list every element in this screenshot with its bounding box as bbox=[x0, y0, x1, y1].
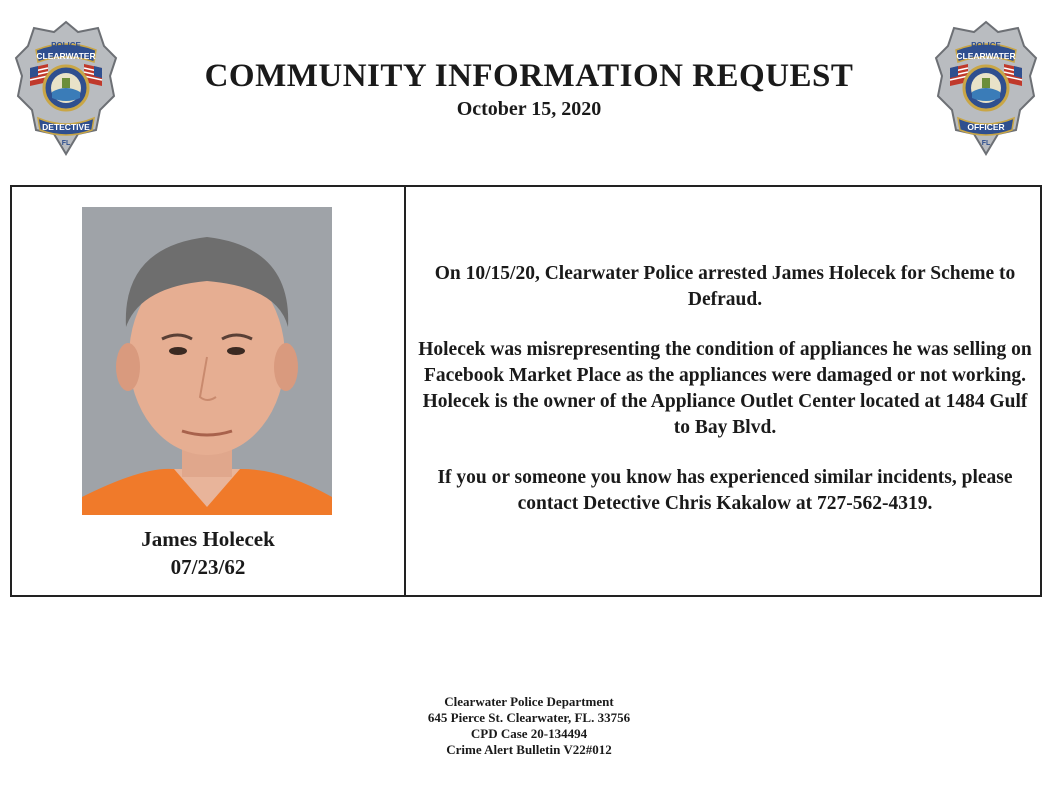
narrative-paragraph-details: Holecek was misrepresenting the condition of appliances he was selling on Facebook Market Place as the appliances were damaged or not working. Holecek is the owner of the Appliance Outlet Center located at 1484 Gulf to Bay Blvd. bbox=[418, 339, 1032, 438]
narrative-paragraph-contact: If you or someone you know has experienced similar incidents, please contact Detective Chris Kakalow at 727-562-4319. bbox=[437, 467, 1013, 514]
bulletin-date: October 15, 2020 bbox=[456, 98, 602, 120]
narrative-text bbox=[408, 261, 1042, 541]
footer bbox=[0, 694, 1058, 758]
footer-department: Clearwater Police Department bbox=[444, 694, 614, 709]
subject-dob: 07/23/62 bbox=[170, 555, 246, 579]
svg-text:DETECTIVE: DETECTIVE bbox=[42, 122, 90, 132]
svg-text:CLEARWATER: CLEARWATER bbox=[36, 51, 96, 61]
narrative-paragraph-arrest: On 10/15/20, Clearwater Police arrested James Holecek for Scheme to Defraud. bbox=[434, 263, 1016, 310]
bulletin-panel bbox=[10, 185, 1042, 597]
footer-case-number: CPD Case 20-134494 bbox=[470, 726, 588, 741]
svg-text:FL: FL bbox=[981, 140, 991, 147]
svg-text:FL: FL bbox=[61, 140, 71, 147]
svg-text:OFFICER: OFFICER bbox=[967, 122, 1005, 132]
footer-bulletin-id: Crime Alert Bulletin V22#012 bbox=[446, 742, 612, 757]
svg-text:CLEARWATER: CLEARWATER bbox=[956, 51, 1016, 61]
panel-divider bbox=[404, 187, 406, 595]
subject-mugshot bbox=[82, 207, 332, 515]
subject-name: James Holecek bbox=[141, 527, 275, 551]
svg-text:POLICE: POLICE bbox=[971, 41, 1001, 50]
page-title: COMMUNITY INFORMATION REQUEST bbox=[204, 58, 854, 94]
svg-text:POLICE: POLICE bbox=[51, 41, 81, 50]
footer-address: 645 Pierce St. Clearwater, FL. 33756 bbox=[427, 710, 631, 725]
